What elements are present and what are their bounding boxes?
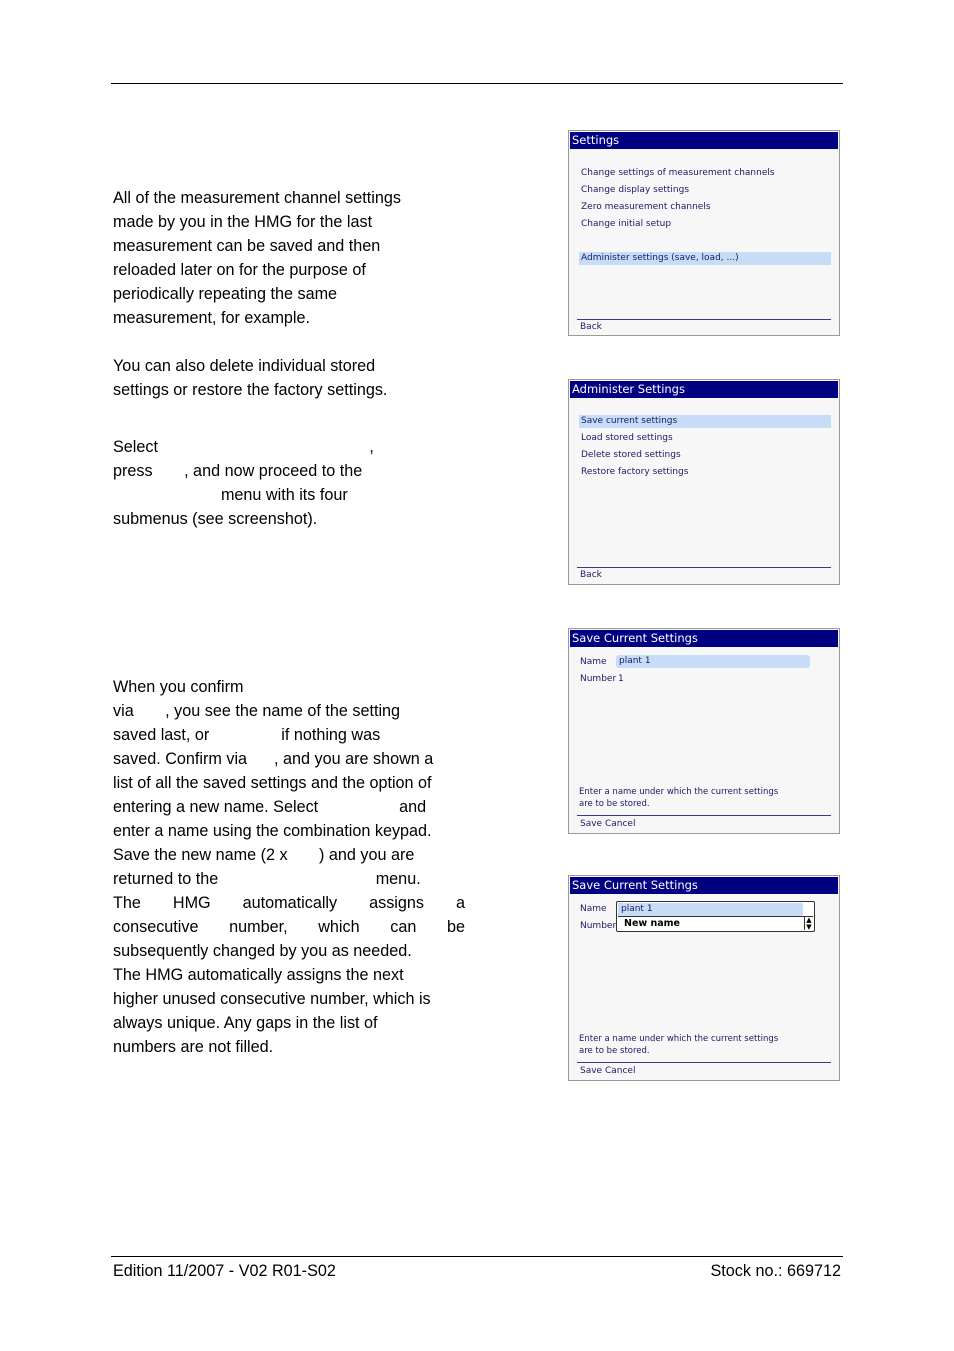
menu-item-delete-stored[interactable]: Delete stored settings (581, 450, 681, 460)
delete-paragraph (113, 354, 465, 402)
menu-item-save-current[interactable]: Save current settings (579, 415, 831, 428)
footer-rule (111, 1256, 843, 1257)
help-text-line: Enter a name under which the current settings (579, 787, 779, 797)
help-text-line: are to be stored. (579, 799, 650, 809)
text-line: press , and now proceed to the (113, 462, 363, 480)
text-line: consecutive number, which can be (113, 918, 465, 936)
screen-title: Save Current Settings (570, 630, 838, 647)
dropdown-option-plant[interactable]: plant 1 (618, 903, 803, 916)
header-rule (111, 83, 843, 84)
save-cancel-softkeys[interactable]: Save Cancel (580, 1066, 636, 1076)
menu-item-change-measurement-channels[interactable]: Change settings of measurement channels (581, 168, 775, 178)
back-softkey[interactable]: Back (580, 570, 602, 580)
administer-settings-screen (568, 379, 840, 585)
text-line: via , you see the name of the setting (113, 702, 401, 720)
save-settings-screen (568, 628, 840, 834)
menu-item-zero-channels[interactable]: Zero measurement channels (581, 202, 711, 212)
text-line: saved. Confirm via , and you are shown a (113, 750, 434, 768)
text-line: entering a new name. Select and (113, 798, 427, 816)
divider (577, 567, 831, 568)
dropdown-option-new-name[interactable]: New name (624, 918, 680, 929)
save-settings-dropdown-screen (568, 875, 840, 1081)
text-line: periodically repeating the same (113, 285, 338, 303)
screen-title: Settings (570, 132, 838, 149)
text-line: measurement, for example. (113, 309, 311, 327)
number-label: Number (580, 674, 617, 684)
text-line: All of the measurement channel settings (113, 189, 401, 207)
text-line: The HMG automatically assigns the next (113, 966, 404, 984)
text-line: menu with its four (113, 486, 348, 504)
text-line: When you confirm (113, 678, 244, 696)
settings-screen (568, 130, 840, 336)
text-line: measurement can be saved and then (113, 237, 381, 255)
text-line: The HMG automatically assigns a (113, 894, 465, 912)
updown-arrows-icon[interactable]: ▲ ▼ (804, 917, 813, 930)
screen-title: Administer Settings (570, 381, 838, 398)
text-line: list of all the saved settings and the option of (113, 774, 432, 792)
menu-item-load-stored[interactable]: Load stored settings (581, 433, 673, 443)
help-text-line: Enter a name under which the current settings (579, 1034, 779, 1044)
menu-item-restore-factory[interactable]: Restore factory settings (581, 467, 689, 477)
text-line: enter a name using the combination keypad. (113, 822, 432, 840)
text-line: subsequently changed by you as needed. (113, 942, 412, 960)
text-line: returned to the menu. (113, 870, 421, 888)
divider (577, 1062, 831, 1063)
confirm-paragraph (113, 675, 465, 1059)
back-softkey[interactable]: Back (580, 322, 602, 332)
text-line: made by you in the HMG for the last (113, 213, 373, 231)
text-line: You can also delete individual stored (113, 357, 376, 375)
text-line: reloaded later on for the purpose of (113, 261, 366, 279)
number-label: Number (580, 921, 617, 931)
text-line: always unique. Any gaps in the list of (113, 1014, 378, 1032)
number-value[interactable]: 1 (618, 674, 624, 684)
text-line: higher unused consecutive number, which is (113, 990, 431, 1008)
menu-item-change-display-settings[interactable]: Change display settings (581, 185, 690, 195)
text-line: numbers are not filled. (113, 1038, 274, 1056)
menu-item-change-initial-setup[interactable]: Change initial setup (581, 219, 672, 229)
text-line: submenus (see screenshot). (113, 510, 318, 528)
intro-paragraph (113, 186, 465, 330)
name-label: Name (580, 657, 607, 667)
screen-title: Save Current Settings (570, 877, 838, 894)
save-cancel-softkeys[interactable]: Save Cancel (580, 819, 636, 829)
text-line: saved last, or if nothing was (113, 726, 381, 744)
footer-edition: Edition 11/2007 - V02 R01-S02 (113, 1262, 336, 1280)
select-paragraph (113, 435, 465, 531)
text-line: settings or restore the factory settings. (113, 381, 388, 399)
text-line: Select , (113, 438, 374, 456)
footer-stock-number: Stock no.: 669712 (710, 1262, 841, 1280)
name-label: Name (580, 904, 607, 914)
text-line: Save the new name (2 x ) and you are (113, 846, 415, 864)
name-field[interactable]: plant 1 (616, 655, 810, 668)
divider (577, 319, 831, 320)
name-dropdown[interactable] (616, 901, 815, 932)
help-text-line: are to be stored. (579, 1046, 650, 1056)
menu-item-administer-settings[interactable]: Administer settings (save, load, ...) (579, 252, 831, 265)
divider (577, 815, 831, 816)
